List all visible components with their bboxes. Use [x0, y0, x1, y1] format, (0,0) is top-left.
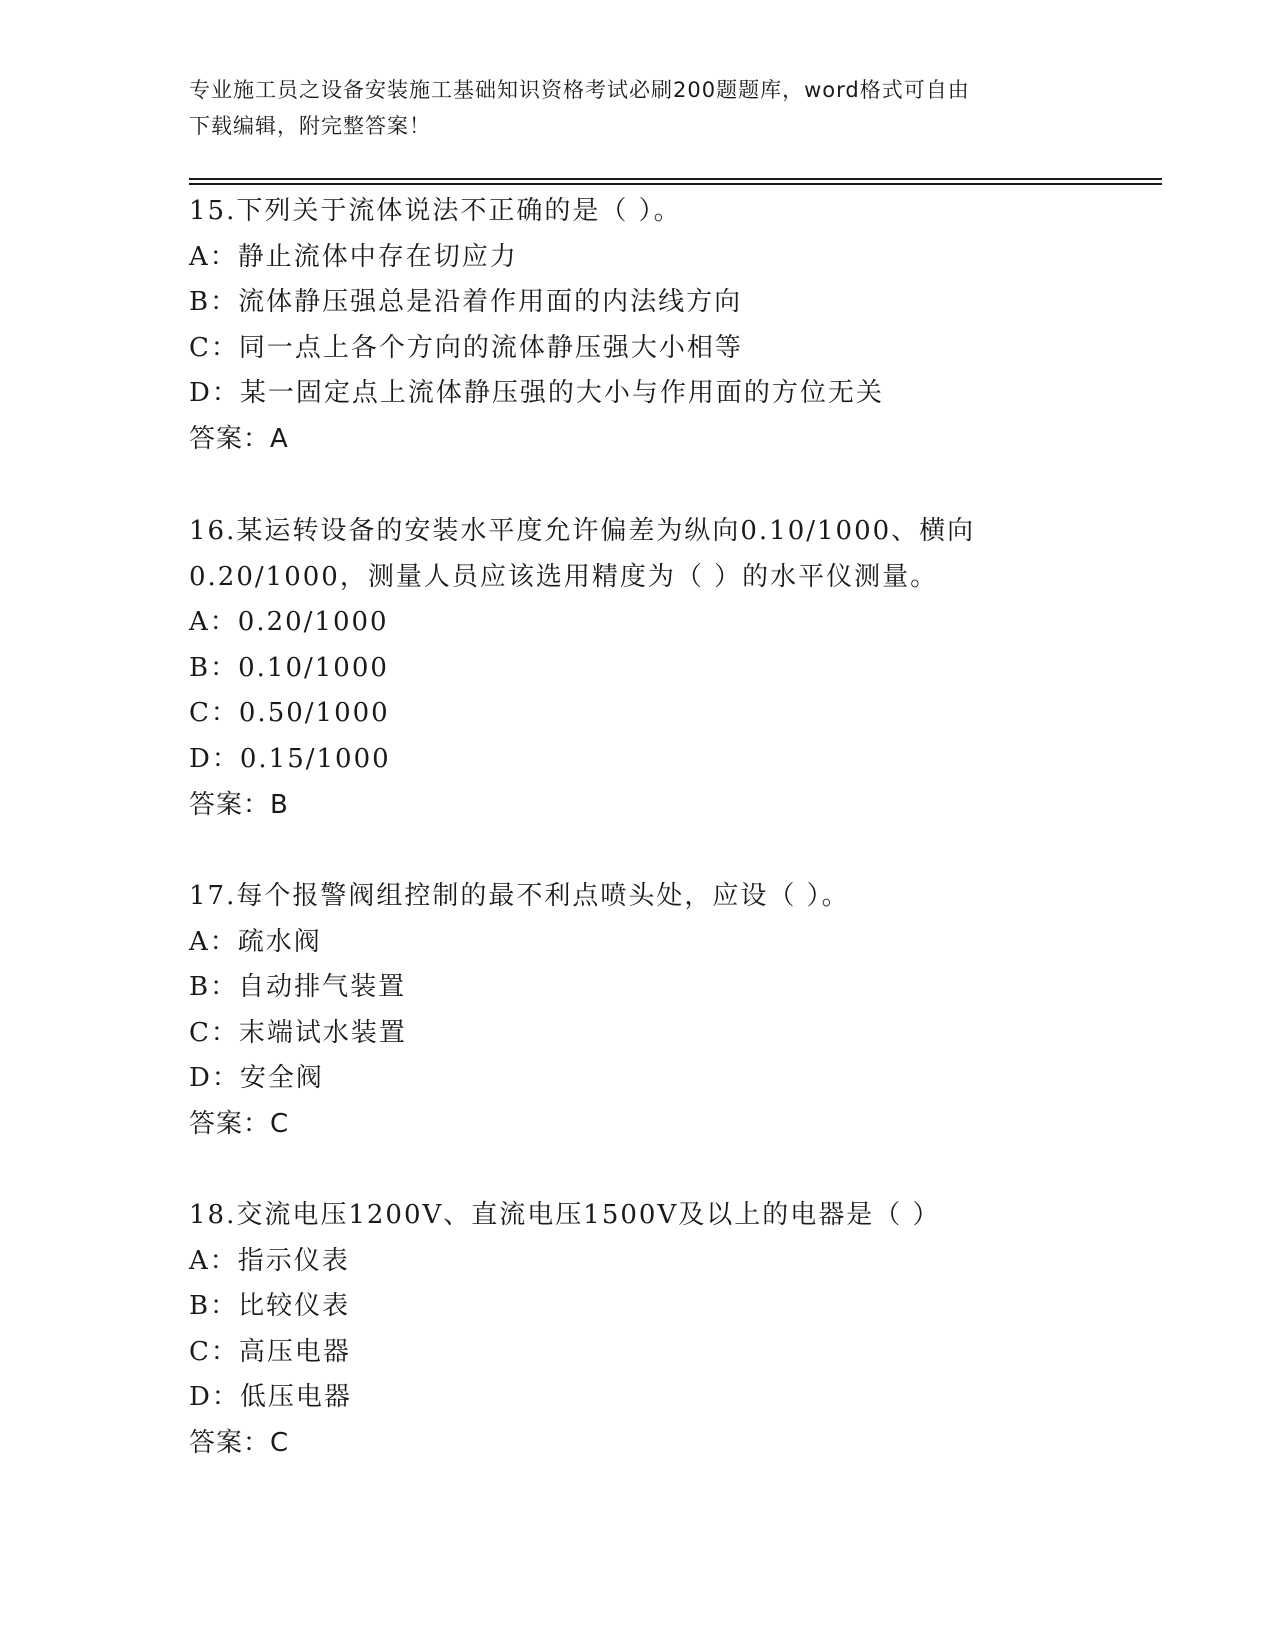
answer-label: 答案：C [189, 1427, 290, 1458]
question-15 [189, 189, 1189, 463]
option-d: D：0.15/1000 [189, 743, 391, 774]
option-d: D：某一固定点上流体静压强的大小与作用面的方位无关 [189, 378, 884, 409]
question-stem-continued: 0.20/1000，测量人员应该选用精度为（ ）的水平仪测量。 [189, 561, 939, 592]
option-b: B：流体静压强总是沿着作用面的内法线方向 [189, 287, 743, 318]
header-line-2: 下载编辑，附完整答案！ [189, 114, 431, 138]
question-stem: 18.交流电压1200V、直流电压1500V及以上的电器是（ ） [189, 1200, 941, 1230]
document-header [189, 72, 1089, 144]
question-stem: 15.下列关于流体说法不正确的是（ ）。 [189, 196, 682, 226]
option-a: A：静止流体中存在切应力 [189, 241, 518, 272]
question-16 [189, 509, 1189, 828]
option-b: B：自动排气装置 [189, 972, 407, 1003]
answer-label: 答案：A [189, 423, 289, 454]
option-c: C：高压电器 [189, 1336, 351, 1367]
answer-label: 答案：C [189, 1108, 290, 1139]
option-d: D：安全阀 [189, 1063, 324, 1094]
option-c: C：0.50/1000 [189, 698, 390, 729]
option-a: A：疏水阀 [189, 926, 322, 957]
question-17 [189, 874, 1189, 1148]
option-a: A：指示仪表 [189, 1245, 350, 1276]
option-b: B：0.10/1000 [189, 652, 389, 683]
header-line-1: 专业施工员之设备安装施工基础知识资格考试必刷200题题库，word格式可自由 [189, 78, 970, 102]
question-stem: 16.某运转设备的安装水平度允许偏差为纵向0.10/1000、横向 [189, 516, 976, 546]
option-d: D：低压电器 [189, 1382, 352, 1413]
question-18 [189, 1193, 1189, 1467]
header-divider-top [189, 178, 1162, 180]
header-divider-bottom [189, 183, 1162, 185]
option-b: B：比较仪表 [189, 1291, 351, 1322]
answer-label: 答案：B [189, 789, 289, 820]
option-a: A：0.20/1000 [189, 607, 389, 638]
question-stem: 17.每个报警阀组控制的最不利点喷头处，应设（ ）。 [189, 881, 850, 911]
option-c: C：末端试水装置 [189, 1017, 407, 1048]
option-c: C：同一点上各个方向的流体静压强大小相等 [189, 332, 743, 363]
